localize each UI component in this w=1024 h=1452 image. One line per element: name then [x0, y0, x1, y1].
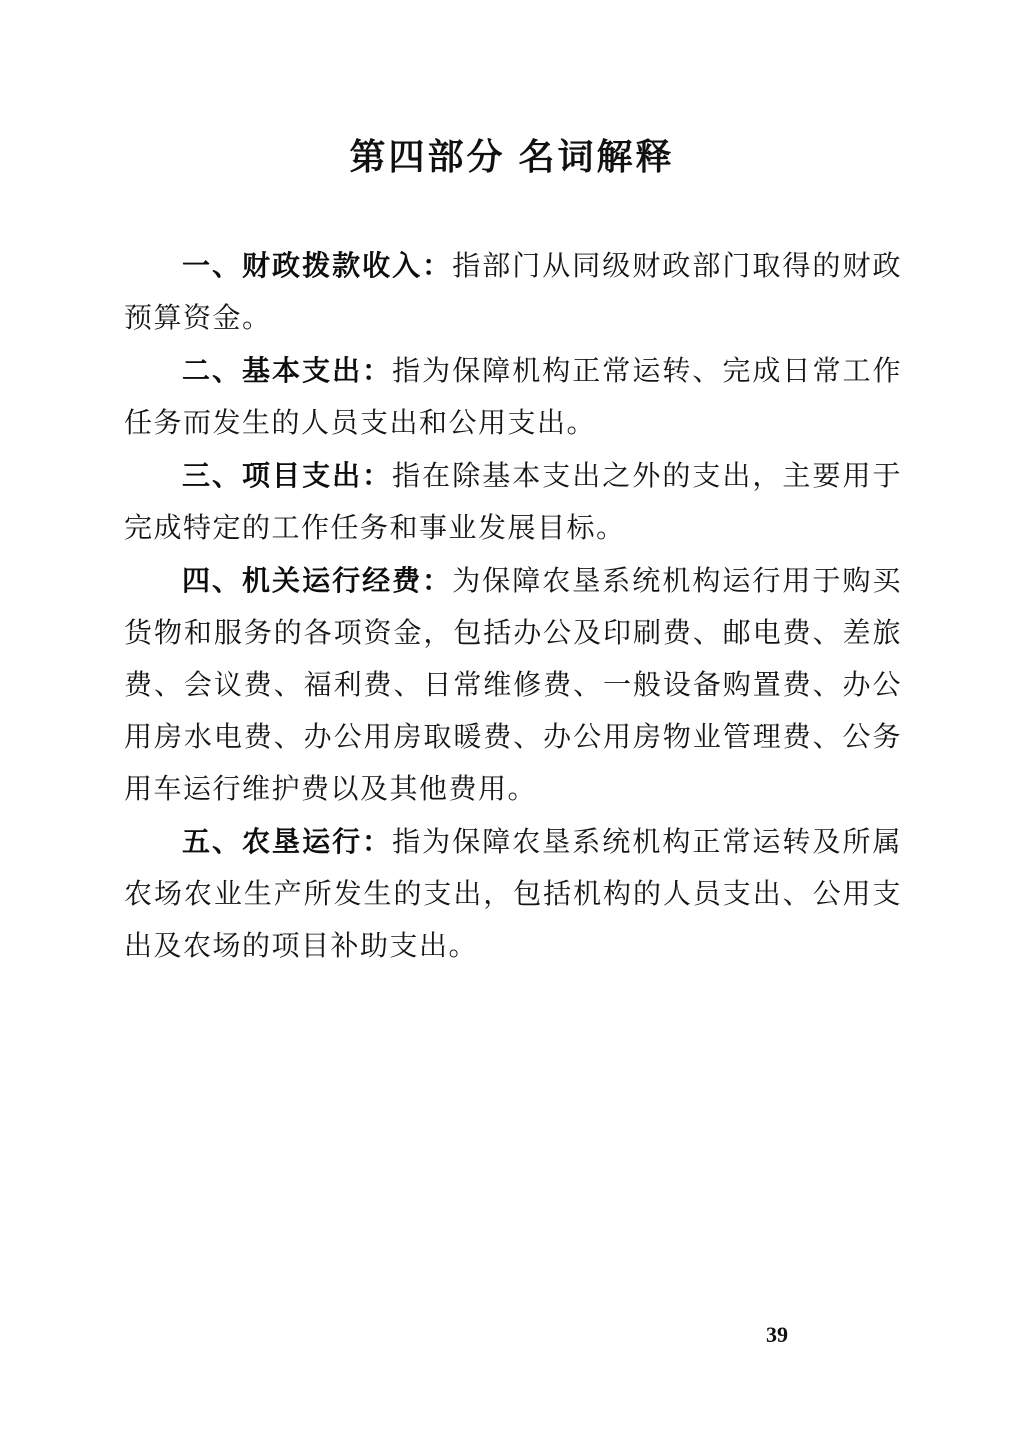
page-title: 第四部分 名词解释 — [349, 136, 675, 177]
definition-paragraph-5 — [124, 816, 902, 973]
definition-paragraph-3 — [124, 450, 902, 555]
term-definition-1: 指部门从同级财政部门取得的财政预算资金。 — [124, 251, 902, 334]
definition-paragraph-1 — [124, 240, 902, 345]
definition-paragraph-4 — [124, 555, 902, 816]
definition-paragraph-2 — [124, 345, 902, 450]
page-number: 39 — [766, 1322, 788, 1347]
term-label-4: 四、机关运行经费： — [182, 565, 453, 596]
term-label-1: 一、财政拨款收入： — [182, 250, 453, 281]
term-label-5: 五、农垦运行： — [182, 826, 393, 857]
term-definition-3: 指在除基本支出之外的支出，主要用于完成特定的工作任务和事业发展目标。 — [124, 461, 902, 544]
term-definition-5: 指为保障农垦系统机构正常运转及所属农场农业生产所发生的支出，包括机构的人员支出、公用支出及农场的项目补助支出。 — [124, 827, 902, 962]
term-label-3: 三、项目支出： — [182, 460, 393, 491]
term-definition-2: 指为保障机构正常运转、完成日常工作任务而发生的人员支出和公用支出。 — [124, 356, 902, 439]
term-label-2: 二、基本支出： — [182, 355, 393, 386]
document-body — [124, 240, 902, 973]
term-definition-4: 为保障农垦系统机构运行用于购买货物和服务的各项资金，包括办公及印刷费、邮电费、差旅费、会议费、福利费、日常维修费、一般设备购置费、办公用房水电费、办公用房取暖费、办公用房物业管理费、公务用车运行维护费以及其他费用。 — [124, 566, 902, 805]
